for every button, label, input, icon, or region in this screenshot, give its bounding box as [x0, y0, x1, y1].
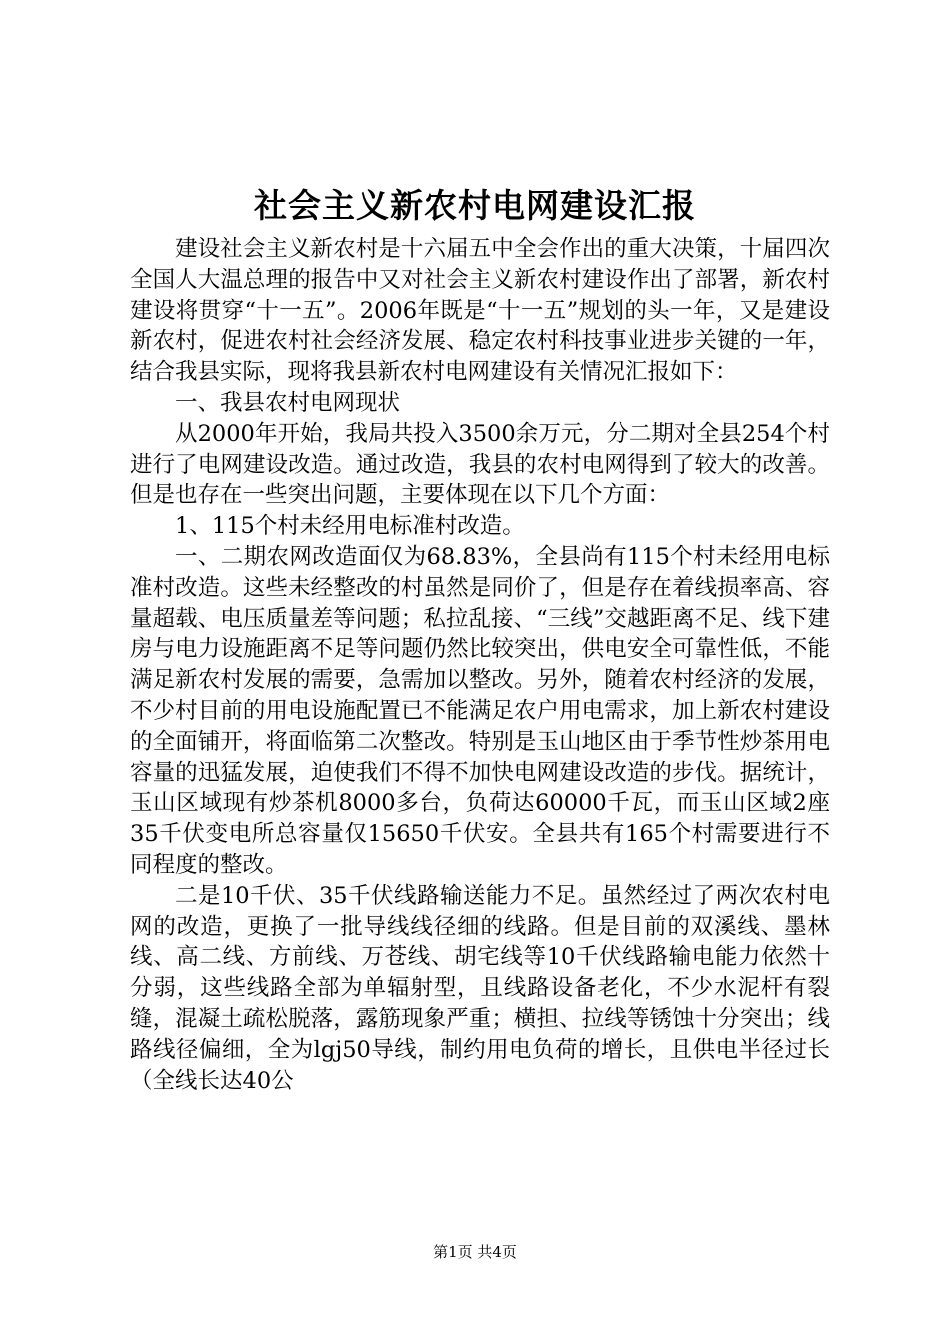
page-indicator: 第1页 共4页	[433, 1243, 517, 1261]
paragraph-grid-upgrade: 一、二期农网改造面仅为68.83%，全县尚有115个村未经用电标准村改造。这些未经整改的村虽然是同价了，但是存在着线损率高、容量超载、电压质量差等问题；私拉乱接、“三线”交越距离不足、线下建房与电力设施距离不足等问题仍然比较突出，供电安全可靠性低，不能满足新农村发展的需要，急需加以整改。另外，随着农村经济的发展，不少村目前的用电设施配置已不能满足农户用电需求，加上新农村建设的全面铺开，将面临第二次整改。特别是玉山地区由于季节性炒茶用电容量的迅猛发展，迫使我们不得不加快电网建设改造的步伐。据统计，玉山区域现有炒茶机8000多台，负荷达60000千瓦，而玉山区域2座35千伏变电所总容量仅15650千伏安。全县共有165个村需要进行不同程度的整改。	[130, 543, 830, 878]
subheading-item-1: 1、115个村未经用电标准村改造。	[175, 513, 525, 540]
document-title: 社会主义新农村电网建设汇报	[254, 186, 696, 225]
paragraph-current-status: 从2000年开始，我局共投入3500余万元，分二期对全县254个村进行了电网建设改造。通过改造，我县的农村电网得到了较大的改善。但是也存在一些突出问题，主要体现在以下几个方面：	[130, 420, 830, 509]
section-heading: 一、我县农村电网现状	[175, 389, 401, 416]
paragraph-intro: 建设社会主义新农村是十六届五中全会作出的重大决策，十届四次全国人大温总理的报告中又对社会主义新农村建设作出了部署，新农村建设将贯穿“十一五”。2006年既是“十一五”规划的头一年，又是建设新农村，促进农村社会经济发展、稳定农村科技事业进步关键的一年，结合我县实际，现将我县新农村电网建设有关情况汇报如下：	[130, 236, 830, 386]
paragraph-line-capacity: 二是10千伏、35千伏线路输送能力不足。虽然经过了两次农村电网的改造，更换了一批导线线径细的线路。但是目前的双溪线、墨林线、高二线、方前线、万苍线、胡宅线等10千伏线路输电能力依然十分弱，这些线路全部为单辐射型，且线路设备老化，不少水泥杆有裂缝，混凝土疏松脱落，露筋现象严重；横担、拉线等锈蚀十分突出；线路线径偏细，全为lgj50导线，制约用电负荷的增长，且供电半径过长（全线长达40公	[130, 882, 830, 1094]
document-body	[130, 234, 830, 1096]
